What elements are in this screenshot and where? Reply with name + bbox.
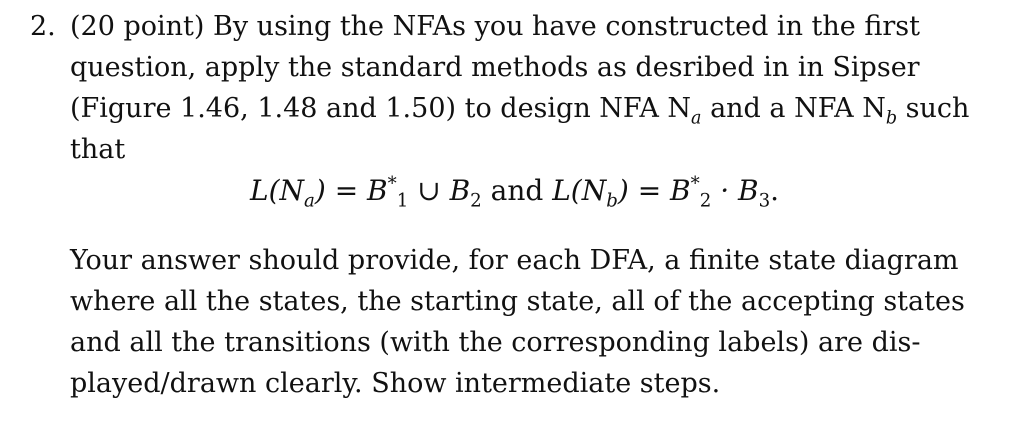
eq-part1: L(N <box>250 174 305 207</box>
problem-line-3 <box>70 88 969 129</box>
eq-end: . <box>770 174 780 207</box>
eq-part6: · B <box>711 174 759 207</box>
eq-sub3: 3 <box>758 190 771 212</box>
eq-sup2: * <box>690 173 700 195</box>
eq-sub1: 1 <box>396 190 409 212</box>
line3-end: such <box>897 93 970 124</box>
eq-part2: ) = B <box>314 174 388 207</box>
problem-line-4: that <box>70 134 126 165</box>
instructions-line-3: and all the transitions (with the corresponding labels) are dis- <box>70 327 921 358</box>
instructions-line-4: played/drawn clearly. Show intermediate steps. <box>70 368 721 399</box>
eq-and: and <box>481 174 553 207</box>
instructions-line-2: where all the states, the starting state, all of the accepting states <box>70 286 965 317</box>
line3-mid: and a NFA N <box>701 93 886 124</box>
line3-sub-b: b <box>885 108 898 129</box>
line3-sub-a: a <box>691 108 702 129</box>
eq-part3: ∪ B <box>408 174 471 207</box>
eq-sub-b: b <box>606 190 618 212</box>
instructions-line-1: Your answer should provide, for each DFA, a finite state diagram <box>70 245 959 276</box>
equation <box>250 170 779 211</box>
answer-instructions <box>70 240 970 404</box>
eq-sup1: * <box>387 173 397 195</box>
eq-part5: ) = B <box>617 174 691 207</box>
line3-start: (Figure 1.46, 1.48 and 1.50) to design NFA N <box>70 93 692 124</box>
eq-sub2: 2 <box>470 190 482 212</box>
problem-line-1: (20 point) By using the NFAs you have constructed in the first <box>70 11 920 42</box>
eq-sub2b: 2 <box>699 190 712 212</box>
problem-number: 2. <box>30 11 56 42</box>
eq-part4: L(N <box>552 174 607 207</box>
eq-sub-a: a <box>304 190 315 212</box>
problem-line-2: question, apply the standard methods as desribed in in Sipser <box>70 52 920 83</box>
